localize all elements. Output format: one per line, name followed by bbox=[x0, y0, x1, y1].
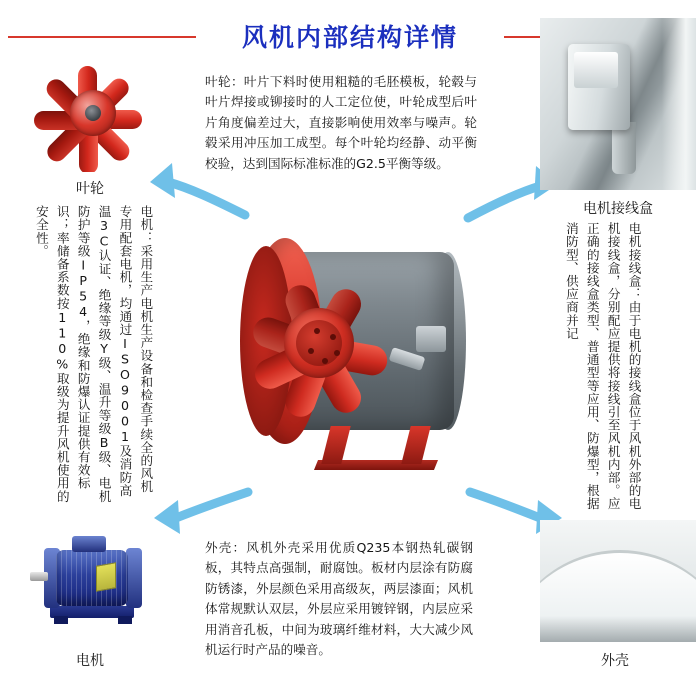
shell-shadow bbox=[540, 616, 696, 642]
fan-hub-bolt bbox=[334, 350, 340, 356]
impeller-description: 叶轮：叶片下料时使用粗糙的毛胚模板，轮毂与叶片焊接或铆接时的人工定位使，叶轮成型后叶片角度偏差过大，直接影响使用效率与噪声。轮毂采用冲压加工成型。每个叶轮均经静、动平衡校验，达到国际标准标准的G2.5平衡等级。 bbox=[205, 74, 477, 171]
arrow-to-motor bbox=[154, 492, 248, 534]
motor-end-cap bbox=[126, 548, 142, 608]
axial-fan-assembly-icon bbox=[230, 230, 490, 490]
electric-motor-icon bbox=[22, 520, 167, 642]
impeller-shaft bbox=[85, 105, 101, 121]
page-title: 风机内部结构详情 bbox=[241, 23, 458, 52]
junction-box-casing-edge bbox=[662, 18, 696, 190]
junction-box-description: 电机接线盒：由于电机的接线盒位于风机外部的电机接线盒，分别配应提供将接线引至风机内部。应正确的接线盒类型、普通型等应用、防爆型，根据消防型、供应商并记 bbox=[563, 222, 642, 511]
fan-shell-icon bbox=[540, 520, 696, 642]
junction-box-icon bbox=[540, 18, 696, 190]
motor-foot bbox=[118, 616, 132, 624]
fan-hub-bolt bbox=[322, 358, 328, 364]
motor-foot bbox=[54, 616, 68, 624]
fan-hub-bolt bbox=[308, 348, 314, 354]
fan-hub-bolt bbox=[314, 328, 320, 334]
fan-hub-bolt bbox=[330, 334, 336, 340]
fan-support-leg bbox=[401, 426, 430, 464]
motor-nameplate bbox=[96, 562, 116, 592]
motor-description: 电机：采用生产电机生产设备和检查手续全的风机专用配套电机，均通过ISO9001及消防高温3C认证、绝缘等级Y级、温升等级B级、电机防护等级IP54，绝缘和防爆认证提供有效标识；率储备系数按110%取级为提升风机使用的安全性。 bbox=[33, 205, 154, 503]
fan-terminal-box bbox=[416, 326, 446, 352]
motor-terminal-box bbox=[72, 536, 106, 552]
shell-description: 外壳：风机外壳采用优质Q235本钢热轧碳钢板，其特点高强制，耐腐蚀。板材内层涂有防腐防锈漆，外层颜色采用高级灰，两层漆面；风机体常规默认双层，外层应采用镀锌钢，内层应采用消音孔板，中间为玻璃纤维材料，大大减少风机运行时产品的噪音。 bbox=[205, 540, 473, 657]
motor-shaft bbox=[30, 572, 48, 581]
junction-box-lid bbox=[574, 52, 618, 88]
caption-junction-box: 电机接线盒 bbox=[583, 201, 653, 217]
fan-support-leg bbox=[321, 426, 350, 464]
caption-impeller: 叶轮 bbox=[76, 181, 104, 197]
fan-hub-face bbox=[296, 320, 342, 366]
fan-impeller-icon bbox=[22, 52, 162, 172]
motor-cooling-fins bbox=[56, 550, 128, 606]
caption-motor: 电机 bbox=[76, 653, 104, 669]
caption-shell: 外壳 bbox=[601, 653, 629, 669]
